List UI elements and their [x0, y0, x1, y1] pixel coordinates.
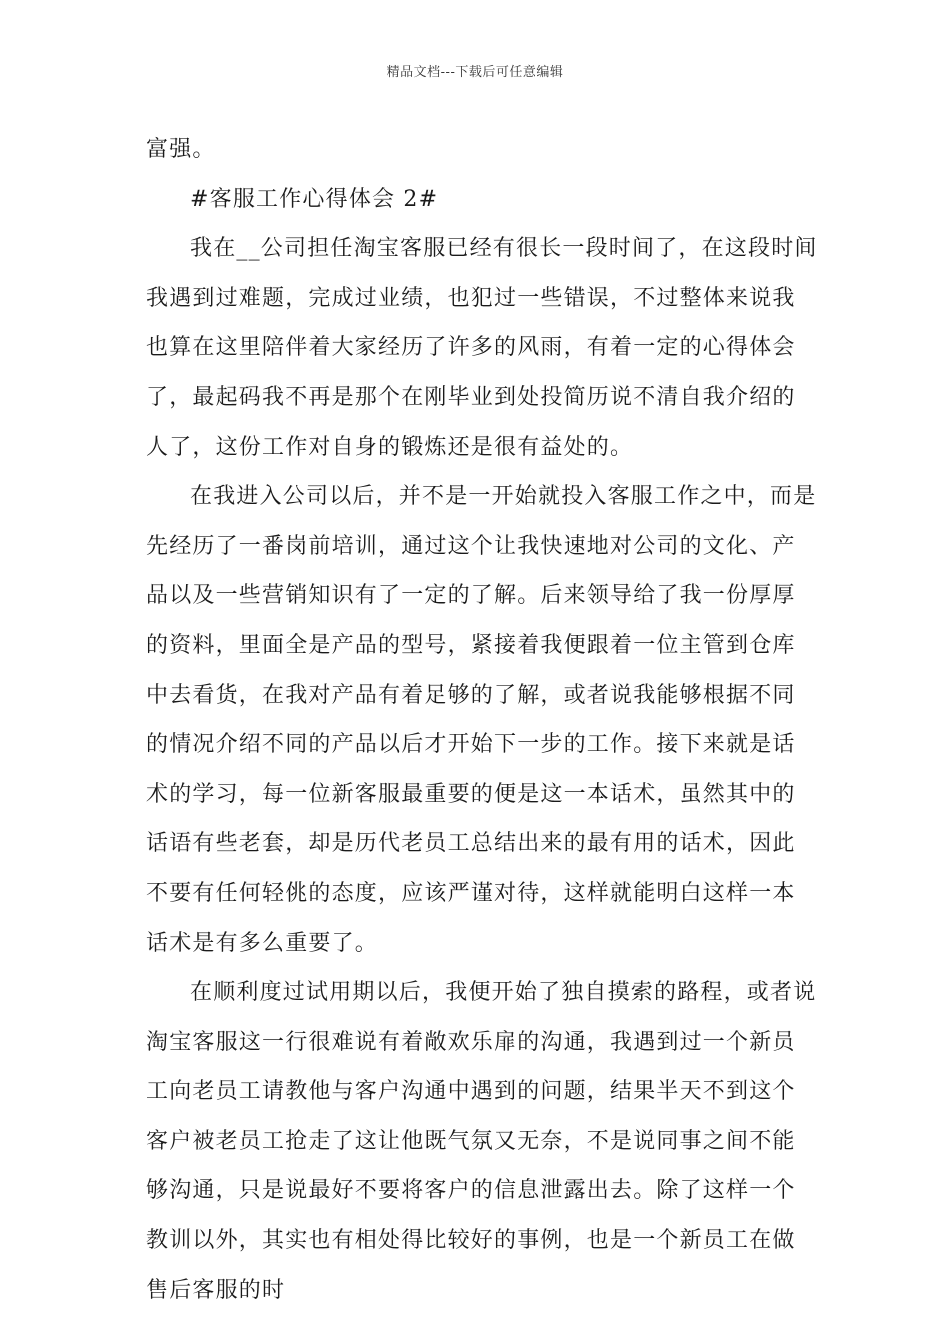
section-heading: #客服工作心得体会 2# — [190, 186, 439, 212]
continuation-text: 富强。 — [146, 137, 216, 162]
page-header: 精品文档---下载后可任意编辑 — [386, 65, 564, 80]
document-body — [146, 125, 818, 1315]
paragraph-3: 在顺利度过试用期以后，我便开始了独自摸索的路程，或者说淘宝客服这一行很难说有着敞欢乐扉的沟通，我遇到过一个新员工向老员工请教他与客户沟通中遇到的问题，结果半天不到这个客户被老员工抢走了这让他既气氛又无奈，不是说同事之间不能够沟通，只是说最好不要将客户的信息泄露出去。除了这样一个教训以外，其实也有相处得比较好的事例，也是一个新员工在做售后客服的时 — [146, 980, 817, 1303]
paragraph-1: 我在__公司担任淘宝客服已经有很长一段时间了，在这段时间我遇到过难题，完成过业绩，也犯过一些错误，不过整体来说我也算在这里陪伴着大家经历了许多的风雨，有着一定的心得体会了，最起码我不再是那个在刚毕业到处投简历说不清自我介绍的人了，这份工作对自身的锻炼还是很有益处的。 — [146, 236, 818, 460]
paragraph-2: 在我进入公司以后，并不是一开始就投入客服工作之中，而是先经历了一番岗前培训，通过这个让我快速地对公司的文化、产品以及一些营销知识有了一定的了解。后来领导给了我一份厚厚的资料，里面全是产品的型号，紧接着我便跟着一位主管到仓库中去看货，在我对产品有着足够的了解，或者说我能够根据不同的情况介绍不同的产品以后才开始下一步的工作。接下来就是话术的学习，每一位新客服最重要的便是这一本话术，虽然其中的话语有些老套，却是历代老员工总结出来的最有用的话术，因此不要有任何轻佻的态度，应该严谨对待，这样就能明白这样一本话术是有多么重要了。 — [146, 484, 817, 956]
